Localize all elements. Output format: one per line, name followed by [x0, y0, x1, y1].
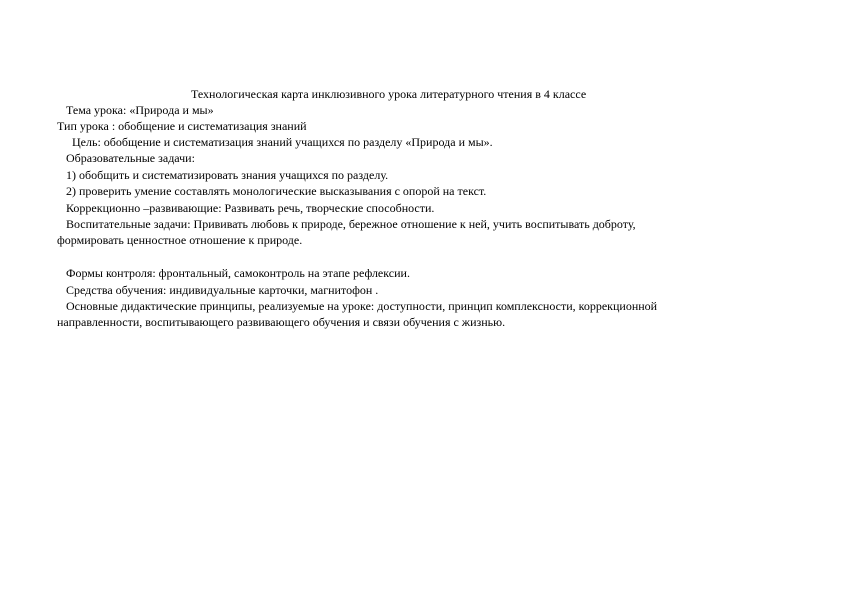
correctional-tasks: Коррекционно –развивающие: Развивать речь, творческие способности. [66, 201, 435, 215]
educational-tasks-heading: Образовательные задачи: [66, 151, 195, 165]
document-title: Технологическая карта инклюзивного урока литературного чтения в 4 классе [191, 87, 587, 101]
lesson-goal: Цель: обобщение и систематизация знаний учащихся по разделу «Природа и мы». [72, 135, 493, 149]
upbringing-tasks-line-1: Воспитательные задачи: Прививать любовь к природе, бережное отношение к ней, учить воспитывать доброту, [66, 217, 636, 231]
teaching-aids: Средства обучения: индивидуальные карточки, магнитофон . [66, 283, 379, 297]
lesson-topic: Тема урока: «Природа и мы» [66, 103, 214, 117]
control-forms: Формы контроля: фронтальный, самоконтроль на этапе рефлексии. [66, 266, 410, 280]
lesson-type: Тип урока : обобщение и систематизация знаний [57, 119, 307, 133]
upbringing-tasks-line-2: формировать ценностное отношение к природе. [57, 233, 303, 247]
didactic-principles-line-2: направленности, воспитывающего развивающего обучения и связи обучения с жизнью. [57, 315, 506, 329]
educational-task-1: 1) обобщить и систематизировать знания учащихся по разделу. [66, 168, 389, 182]
educational-task-2: 2) проверить умение составлять монологические высказывания с опорой на текст. [66, 184, 487, 198]
didactic-principles-line-1: Основные дидактические принципы, реализуемые на уроке: доступности, принцип комплексности, коррекционной [66, 299, 658, 313]
